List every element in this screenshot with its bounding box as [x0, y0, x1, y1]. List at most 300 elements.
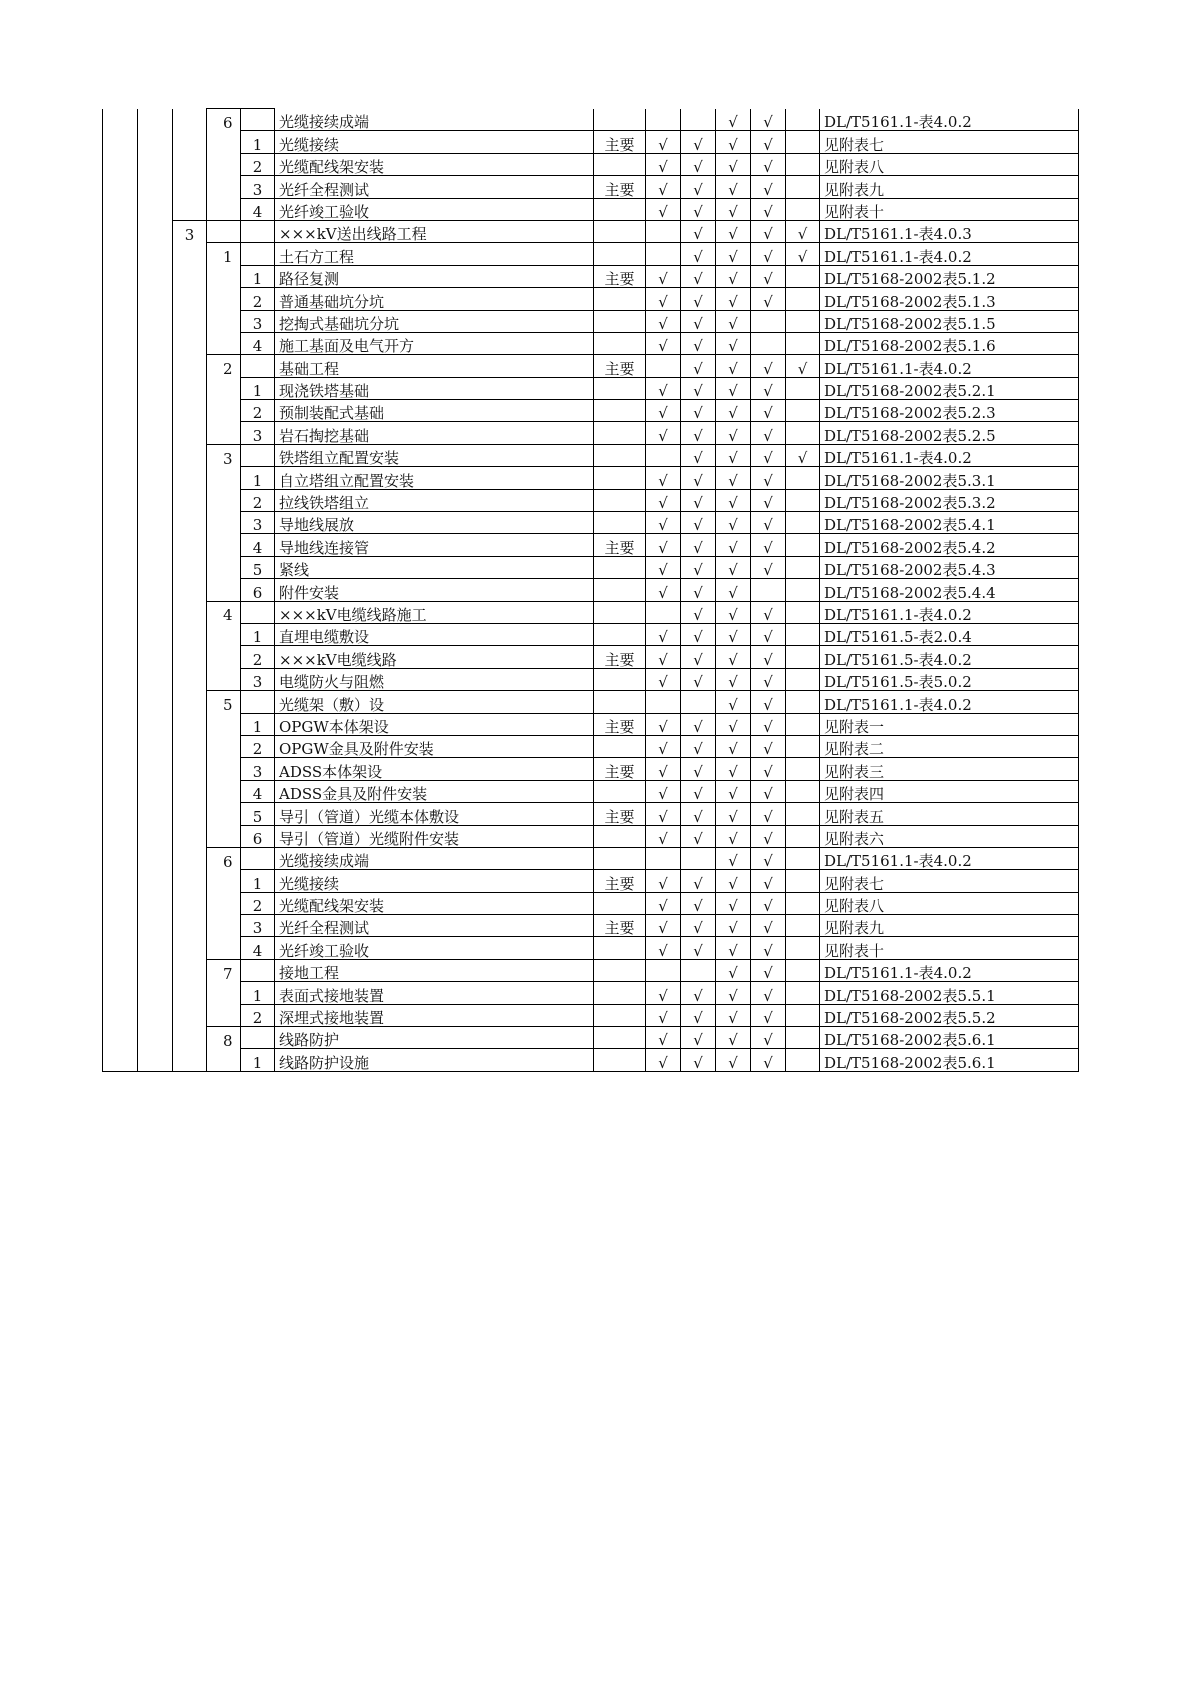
- check-mark-5: √: [786, 444, 820, 466]
- item-number: 3: [241, 422, 275, 444]
- unit-project-number: [173, 512, 207, 534]
- item-name: ×××kV电缆线路: [275, 646, 594, 668]
- level-0-cell: [103, 109, 138, 131]
- level-1-cell: [138, 512, 173, 534]
- check-mark-2: √: [681, 937, 716, 959]
- unit-project-number: [173, 243, 207, 265]
- item-name: 光缆架（敷）设: [275, 691, 594, 713]
- check-mark-5: [786, 870, 820, 892]
- level-1-cell: [138, 691, 173, 713]
- item-number: 1: [241, 265, 275, 287]
- unit-project-number: [173, 1049, 207, 1071]
- main-item-flag: [594, 959, 646, 981]
- check-mark-5: [786, 713, 820, 735]
- standard-reference: DL/T5168-2002表5.3.1: [820, 467, 1079, 489]
- level-0-cell: [103, 153, 138, 175]
- check-mark-2: √: [681, 870, 716, 892]
- standard-reference: 见附表五: [820, 803, 1079, 825]
- check-mark-5: [786, 109, 820, 131]
- check-mark-4: √: [751, 847, 786, 869]
- level-1-cell: [138, 220, 173, 242]
- check-mark-3: √: [716, 489, 751, 511]
- check-mark-3: √: [716, 713, 751, 735]
- check-mark-2: √: [681, 623, 716, 645]
- level-0-cell: [103, 847, 138, 869]
- standard-reference: 见附表九: [820, 915, 1079, 937]
- item-number: 1: [241, 982, 275, 1004]
- check-mark-5: [786, 623, 820, 645]
- item-name: 预制装配式基础: [275, 400, 594, 422]
- item-name: 光缆接续成端: [275, 109, 594, 131]
- unit-project-number: [173, 422, 207, 444]
- check-mark-5: [786, 153, 820, 175]
- item-name: 导地线展放: [275, 512, 594, 534]
- check-mark-2: √: [681, 1049, 716, 1071]
- sub-project-number-text: 8: [223, 1031, 233, 1049]
- item-number: 2: [241, 153, 275, 175]
- standard-reference: DL/T5168-2002表5.2.5: [820, 422, 1079, 444]
- check-mark-4: √: [751, 220, 786, 242]
- check-mark-4: √: [751, 467, 786, 489]
- check-mark-5: [786, 825, 820, 847]
- check-mark-2: √: [681, 355, 716, 377]
- level-0-cell: [103, 243, 138, 265]
- check-mark-1: √: [646, 780, 681, 802]
- item-name: 接地工程: [275, 959, 594, 981]
- level-0-cell: [103, 556, 138, 578]
- main-item-flag: [594, 243, 646, 265]
- item-number: 4: [241, 937, 275, 959]
- standard-reference: DL/T5161.1-表4.0.2: [820, 243, 1079, 265]
- check-mark-3: √: [716, 1004, 751, 1026]
- item-name: 导引（管道）光缆附件安装: [275, 825, 594, 847]
- table-row: [103, 847, 1079, 869]
- standard-reference: DL/T5168-2002表5.1.6: [820, 332, 1079, 354]
- table-row: [103, 937, 1079, 959]
- standard-reference: DL/T5161.1-表4.0.2: [820, 847, 1079, 869]
- check-mark-3: √: [716, 444, 751, 466]
- check-mark-3: √: [716, 601, 751, 623]
- check-mark-4: √: [751, 377, 786, 399]
- level-0-cell: [103, 400, 138, 422]
- check-mark-3: √: [716, 803, 751, 825]
- unit-project-number: [173, 1027, 207, 1049]
- check-mark-1: √: [646, 1027, 681, 1049]
- check-mark-2: √: [681, 735, 716, 757]
- item-name: 表面式接地装置: [275, 982, 594, 1004]
- level-0-cell: [103, 332, 138, 354]
- level-0-cell: [103, 668, 138, 690]
- level-1-cell: [138, 892, 173, 914]
- check-mark-1: √: [646, 937, 681, 959]
- standard-reference: 见附表三: [820, 758, 1079, 780]
- standard-reference: DL/T5168-2002表5.4.4: [820, 579, 1079, 601]
- main-item-flag: 主要: [594, 646, 646, 668]
- unit-project-number: [173, 153, 207, 175]
- table-row: [103, 467, 1079, 489]
- check-mark-2: √: [681, 198, 716, 220]
- standard-reference: DL/T5161.1-表4.0.2: [820, 959, 1079, 981]
- main-item-flag: 主要: [594, 803, 646, 825]
- unit-project-number: [173, 288, 207, 310]
- check-mark-4: √: [751, 444, 786, 466]
- check-mark-2: √: [681, 1004, 716, 1026]
- main-item-flag: [594, 579, 646, 601]
- level-0-cell: [103, 735, 138, 757]
- check-mark-2: √: [681, 780, 716, 802]
- standard-reference: DL/T5168-2002表5.6.1: [820, 1027, 1079, 1049]
- level-0-cell: [103, 355, 138, 377]
- item-name: ADSS本体架设: [275, 758, 594, 780]
- check-mark-3: √: [716, 1027, 751, 1049]
- check-mark-4: √: [751, 153, 786, 175]
- unit-project-number: [173, 400, 207, 422]
- level-0-cell: [103, 1004, 138, 1026]
- level-0-cell: [103, 176, 138, 198]
- item-name: 紧线: [275, 556, 594, 578]
- unit-project-number: [173, 870, 207, 892]
- item-name: 岩石掏挖基础: [275, 422, 594, 444]
- level-1-cell: [138, 982, 173, 1004]
- check-mark-1: [646, 601, 681, 623]
- check-mark-1: √: [646, 668, 681, 690]
- table-row: [103, 780, 1079, 802]
- check-mark-3: √: [716, 153, 751, 175]
- item-number: 5: [241, 803, 275, 825]
- sub-project-number: [207, 780, 241, 802]
- check-mark-5: [786, 915, 820, 937]
- standard-reference: DL/T5168-2002表5.1.3: [820, 288, 1079, 310]
- check-mark-5: [786, 512, 820, 534]
- unit-project-number: [173, 556, 207, 578]
- check-mark-2: √: [681, 1027, 716, 1049]
- item-number: 3: [241, 915, 275, 937]
- sub-project-number-text: 6: [223, 852, 233, 870]
- level-1-cell: [138, 601, 173, 623]
- check-mark-2: √: [681, 400, 716, 422]
- check-mark-5: [786, 982, 820, 1004]
- level-0-cell: [103, 825, 138, 847]
- level-1-cell: [138, 870, 173, 892]
- level-1-cell: [138, 153, 173, 175]
- level-1-cell: [138, 444, 173, 466]
- level-1-cell: [138, 758, 173, 780]
- check-mark-2: √: [681, 982, 716, 1004]
- main-item-flag: [594, 691, 646, 713]
- sub-project-number-text: 5: [223, 696, 233, 714]
- item-number: 2: [241, 892, 275, 914]
- check-mark-1: √: [646, 467, 681, 489]
- check-mark-4: √: [751, 1027, 786, 1049]
- main-item-flag: [594, 1049, 646, 1071]
- check-mark-2: √: [681, 467, 716, 489]
- main-item-flag: 主要: [594, 713, 646, 735]
- item-name: 自立塔组立配置安装: [275, 467, 594, 489]
- item-number: 4: [241, 534, 275, 556]
- check-mark-4: √: [751, 176, 786, 198]
- sub-project-number: [207, 735, 241, 757]
- check-mark-5: [786, 803, 820, 825]
- level-0-cell: [103, 601, 138, 623]
- item-number: 4: [241, 332, 275, 354]
- unit-project-number: [173, 735, 207, 757]
- unit-project-number: [173, 937, 207, 959]
- standard-reference: DL/T5168-2002表5.4.2: [820, 534, 1079, 556]
- check-mark-1: √: [646, 131, 681, 153]
- level-1-cell: [138, 959, 173, 981]
- table-row: [103, 623, 1079, 645]
- check-mark-1: √: [646, 512, 681, 534]
- item-name: 铁塔组立配置安装: [275, 444, 594, 466]
- check-mark-5: [786, 646, 820, 668]
- level-0-cell: [103, 758, 138, 780]
- item-number: [241, 109, 275, 131]
- check-mark-3: √: [716, 534, 751, 556]
- level-1-cell: [138, 1004, 173, 1026]
- item-name: ADSS金具及附件安装: [275, 780, 594, 802]
- check-mark-5: [786, 937, 820, 959]
- unit-project-number: [173, 355, 207, 377]
- sub-project-number-text: 4: [223, 606, 233, 624]
- item-name: 光纤竣工验收: [275, 937, 594, 959]
- main-item-flag: [594, 1027, 646, 1049]
- check-mark-4: √: [751, 982, 786, 1004]
- item-name: 挖掏式基础坑分坑: [275, 310, 594, 332]
- table-row: [103, 400, 1079, 422]
- unit-project-number: [173, 959, 207, 981]
- check-mark-3: √: [716, 467, 751, 489]
- check-mark-3: √: [716, 646, 751, 668]
- check-mark-5: [786, 735, 820, 757]
- check-mark-3: √: [716, 243, 751, 265]
- check-mark-2: √: [681, 220, 716, 242]
- check-mark-1: √: [646, 1004, 681, 1026]
- check-mark-5: [786, 310, 820, 332]
- main-item-flag: [594, 735, 646, 757]
- check-mark-4: √: [751, 691, 786, 713]
- check-mark-1: √: [646, 489, 681, 511]
- item-name: OPGW金具及附件安装: [275, 735, 594, 757]
- check-mark-5: [786, 959, 820, 981]
- unit-project-number: [173, 758, 207, 780]
- item-number: 1: [241, 713, 275, 735]
- main-item-flag: [594, 982, 646, 1004]
- check-mark-4: √: [751, 400, 786, 422]
- main-item-flag: [594, 847, 646, 869]
- item-number: [241, 444, 275, 466]
- check-mark-2: √: [681, 758, 716, 780]
- sub-project-number-text: 1: [223, 248, 233, 266]
- sub-project-number: [207, 332, 241, 354]
- standard-reference: DL/T5161.5-表4.0.2: [820, 646, 1079, 668]
- table-row: [103, 959, 1079, 981]
- standard-reference: DL/T5168-2002表5.1.2: [820, 265, 1079, 287]
- item-name: 拉线铁塔组立: [275, 489, 594, 511]
- check-mark-3: √: [716, 265, 751, 287]
- check-mark-4: √: [751, 489, 786, 511]
- sub-project-number: [207, 1049, 241, 1071]
- check-mark-2: √: [681, 579, 716, 601]
- check-mark-3: √: [716, 377, 751, 399]
- sub-project-number-text: 6: [223, 113, 233, 131]
- unit-project-number: [173, 332, 207, 354]
- item-number: 2: [241, 1004, 275, 1026]
- item-name: 附件安装: [275, 579, 594, 601]
- item-number: 6: [241, 579, 275, 601]
- check-mark-1: √: [646, 153, 681, 175]
- table-row: [103, 534, 1079, 556]
- item-name: 光缆接续: [275, 131, 594, 153]
- level-1-cell: [138, 265, 173, 287]
- item-number: [241, 355, 275, 377]
- level-1-cell: [138, 422, 173, 444]
- level-0-cell: [103, 1027, 138, 1049]
- level-1-cell: [138, 310, 173, 332]
- sub-project-number: [207, 713, 241, 735]
- main-item-flag: [594, 623, 646, 645]
- unit-project-number: [173, 489, 207, 511]
- unit-project-number: [173, 847, 207, 869]
- check-mark-2: √: [681, 825, 716, 847]
- table-row: [103, 198, 1079, 220]
- check-mark-4: √: [751, 623, 786, 645]
- check-mark-4: √: [751, 959, 786, 981]
- standard-reference: 见附表十: [820, 937, 1079, 959]
- check-mark-3: √: [716, 959, 751, 981]
- item-number: [241, 959, 275, 981]
- item-name: 线路防护: [275, 1027, 594, 1049]
- sub-project-number: [207, 1004, 241, 1026]
- table-row: [103, 220, 1079, 242]
- check-mark-2: √: [681, 377, 716, 399]
- level-1-cell: [138, 243, 173, 265]
- standard-reference: 见附表十: [820, 198, 1079, 220]
- level-0-cell: [103, 444, 138, 466]
- sub-project-number: [207, 646, 241, 668]
- item-name: 光纤竣工验收: [275, 198, 594, 220]
- check-mark-1: √: [646, 758, 681, 780]
- unit-project-number: [173, 892, 207, 914]
- check-mark-2: √: [681, 601, 716, 623]
- check-mark-3: √: [716, 556, 751, 578]
- item-name: 普通基础坑分坑: [275, 288, 594, 310]
- item-name: 路径复测: [275, 265, 594, 287]
- level-1-cell: [138, 623, 173, 645]
- level-0-cell: [103, 377, 138, 399]
- table-row: [103, 176, 1079, 198]
- item-number: 2: [241, 646, 275, 668]
- check-mark-5: [786, 847, 820, 869]
- level-1-cell: [138, 109, 173, 131]
- check-mark-3: √: [716, 400, 751, 422]
- main-item-flag: 主要: [594, 534, 646, 556]
- item-number: 1: [241, 623, 275, 645]
- check-mark-2: √: [681, 444, 716, 466]
- sub-project-number: [207, 176, 241, 198]
- unit-project-number: [173, 579, 207, 601]
- level-1-cell: [138, 556, 173, 578]
- item-name: 现浇铁塔基础: [275, 377, 594, 399]
- sub-project-number: [207, 668, 241, 690]
- sub-project-number: [207, 131, 241, 153]
- item-number: [241, 847, 275, 869]
- check-mark-5: [786, 691, 820, 713]
- standard-reference: DL/T5161.1-表4.0.2: [820, 355, 1079, 377]
- check-mark-4: √: [751, 915, 786, 937]
- check-mark-1: √: [646, 310, 681, 332]
- sub-project-number: [207, 601, 241, 623]
- level-0-cell: [103, 780, 138, 802]
- check-mark-4: [751, 579, 786, 601]
- check-mark-1: √: [646, 534, 681, 556]
- check-mark-4: √: [751, 780, 786, 802]
- main-item-flag: 主要: [594, 758, 646, 780]
- check-mark-1: [646, 959, 681, 981]
- check-mark-5: √: [786, 243, 820, 265]
- sub-project-number: [207, 579, 241, 601]
- check-mark-2: [681, 109, 716, 131]
- main-item-flag: [594, 601, 646, 623]
- level-0-cell: [103, 422, 138, 444]
- item-name: OPGW本体架设: [275, 713, 594, 735]
- check-mark-2: √: [681, 668, 716, 690]
- table-row: [103, 735, 1079, 757]
- item-name: ×××kV电缆线路施工: [275, 601, 594, 623]
- unit-project-number: [173, 198, 207, 220]
- check-mark-3: √: [716, 355, 751, 377]
- check-mark-2: √: [681, 131, 716, 153]
- table-row: [103, 982, 1079, 1004]
- level-1-cell: [138, 803, 173, 825]
- check-mark-5: [786, 288, 820, 310]
- check-mark-5: [786, 556, 820, 578]
- item-number: 3: [241, 310, 275, 332]
- main-item-flag: 主要: [594, 915, 646, 937]
- check-mark-4: √: [751, 288, 786, 310]
- check-mark-1: √: [646, 1049, 681, 1071]
- level-1-cell: [138, 176, 173, 198]
- check-mark-4: √: [751, 355, 786, 377]
- sub-project-number: [207, 892, 241, 914]
- unit-project-number: [173, 534, 207, 556]
- item-number: [241, 220, 275, 242]
- table-row: [103, 377, 1079, 399]
- sub-project-number-text: 3: [223, 449, 233, 467]
- item-name: 光纤全程测试: [275, 915, 594, 937]
- unit-project-number: [173, 109, 207, 131]
- check-mark-2: √: [681, 332, 716, 354]
- check-mark-4: √: [751, 825, 786, 847]
- standard-reference: DL/T5161.1-表4.0.2: [820, 601, 1079, 623]
- table-row: [103, 601, 1079, 623]
- level-1-cell: [138, 198, 173, 220]
- inspection-items-table: [102, 108, 1079, 1072]
- item-name: 光缆接续: [275, 870, 594, 892]
- table-row: [103, 1004, 1079, 1026]
- check-mark-3: √: [716, 109, 751, 131]
- item-name: 光缆配线架安装: [275, 153, 594, 175]
- check-mark-3: √: [716, 176, 751, 198]
- item-number: 2: [241, 400, 275, 422]
- standard-reference: DL/T5168-2002表5.5.2: [820, 1004, 1079, 1026]
- standard-reference: DL/T5161.1-表4.0.2: [820, 444, 1079, 466]
- level-1-cell: [138, 332, 173, 354]
- item-number: 1: [241, 377, 275, 399]
- check-mark-2: [681, 691, 716, 713]
- check-mark-4: √: [751, 512, 786, 534]
- level-1-cell: [138, 780, 173, 802]
- table-row: [103, 646, 1079, 668]
